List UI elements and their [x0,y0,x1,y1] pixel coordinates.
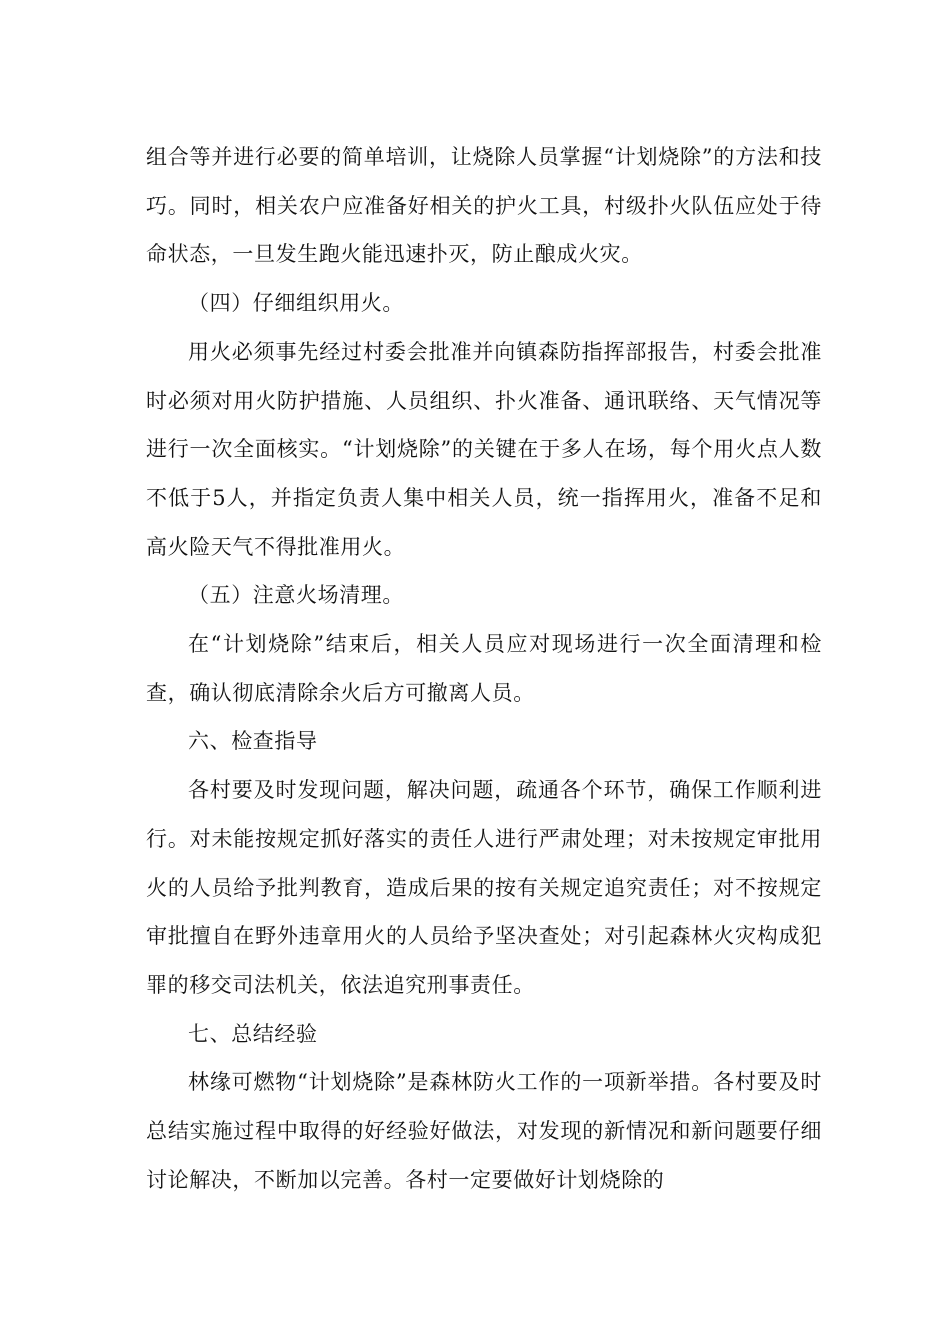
paragraph-site-cleanup: 在“计划烧除”结束后，相关人员应对现场进行一次全面清理和检查，确认彻底清除余火后方可撤离人员。 [146,632,822,705]
section-heading-summary: 七、总结经验 [188,1021,318,1046]
section-heading-4: （四）仔细组织用火。 [188,291,404,316]
section-heading-inspection: 六、检查指导 [188,729,318,754]
paragraph-fire-approval: 用火必须事先经过村委会批准并向镇森防指挥部报告，村委会批准时必须对用火防护措施、人员组织、扑火准备、通讯联络、天气情况等进行一次全面核实。“计划烧除”的关键在于多人在场，每个用火点人数不低于5人，并指定负责人集中相关人员，统一指挥用火，准备不足和高火险天气不得批准用火。 [146,339,822,559]
paragraph-summary: 林缘可燃物“计划烧除”是森林防火工作的一项新举措。各村要及时总结实施过程中取得的好经验好做法，对发现的新情况和新问题要仔细讨论解决，不断加以完善。各村一定要做好计划烧除的 [146,1070,822,1192]
document-body [146,133,822,1204]
section-heading-5: （五）注意火场清理。 [188,583,404,608]
paragraph-inspection: 各村要及时发现问题，解决问题，疏通各个环节，确保工作顺利进行。对未能按规定抓好落实的责任人进行严肃处理；对未按规定审批用火的人员给予批判教育，造成后果的按有关规定追究责任；对不按规定审批擅自在野外违章用火的人员给予坚决查处；对引起森林火灾构成犯罪的移交司法机关，依法追究刑事责任。 [146,778,822,997]
paragraph-continuation: 组合等并进行必要的简单培训，让烧除人员掌握“计划烧除”的方法和技巧。同时，相关农户应准备好相关的护火工具，村级扑火队伍应处于待命状态，一旦发生跑火能迅速扑灭，防止酿成火灾。 [146,145,822,267]
